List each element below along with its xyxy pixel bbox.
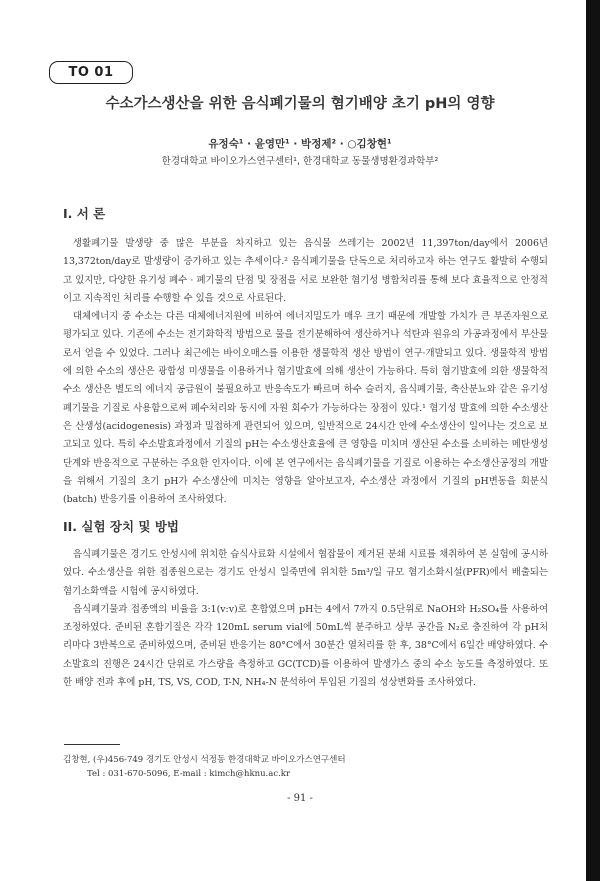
scan-edge bbox=[586, 0, 600, 881]
paper-title: 수소가스생산을 위한 음식폐기물의 혐기배양 초기 pH의 영향 bbox=[105, 96, 495, 112]
section-heading-introduction: I. 서 론 bbox=[63, 206, 106, 221]
affiliation: 한경대학교 바이오가스연구센터¹, 한경대학교 동물생명환경과학부² bbox=[161, 156, 439, 167]
paragraph: 음식폐기물은 경기도 안성시에 위치한 습식사료화 시설에서 협잡물이 제거된 분쇄 시료를 채취하여 본 실험에 공시하였다. 수소생산을 위한 접종원으로는 경기도 안성시 일죽면에 위치한 5m³/일 규모 혐기소화시설(PFR)에서 배출되는 혐기소화액을 시험에 공시하였다. bbox=[63, 549, 548, 597]
paragraph: 대체에너지 중 수소는 다른 대체에너지원에 비하여 에너지밀도가 매우 크기 때문에 개발할 가치가 큰 부존자원으로 평가되고 있다. 기존에 수소는 전기화학적 방법으로 물을 전기분해하여 생산하거나 석탄과 원유의 가공과정에서 부산물로서 얻을 수 있었다. 그러나 최근에는 바이오매스를 이용한 생물학적 생산 방법이 연구·개발되고 있다. 생물학적 방법에 의한 수소의 생산은 광합성 미생물을 이용하거나 혐기발효에 의해 생산이 가능하다. 특히 혐기발효에 의한 생물학적 수소 생산은 별도의 에너지 공급원이 불필요하고 반응속도가 빠르며 하수 슬러지, 음식폐기물, 축산분뇨와 같은 유기성 폐기물을 기질로 사용함으로써 폐수처리와 동시에 자원 회수가 가능하다는 장점이 있다.¹ 혐기성 발효에 의한 수소생산은 산생성(acidogenesis) 과정과 밀접하게 관련되어 있으며, 일반적으로 24시간 안에 수소생산이 일어나는 것으로 보고되고 있다. 특히 수소발효과정에서 기질의 pH는 수소생산효율에 큰 영향을 미치며 생산된 수소를 소비하는 메탄생성단계와 반응적으로 구분하는 주요한 인자이다. 이에 본 연구에서는 음식폐기물을 기질로 이용하는 수소생산공정의 개발을 위해서 기질의 초기 pH가 수소생산에 미치는 영향을 알아보고자, 수소생산 과정에서 기질의 pH변동을 회분식(batch) 반응기를 이용하여 조사하였다. bbox=[63, 311, 548, 506]
footnote-address: 김창현, (우)456-749 경기도 안성시 석정동 한경대학교 바이오가스연구센터 bbox=[63, 755, 346, 765]
footnote-divider bbox=[64, 744, 120, 745]
paragraph: 음식폐기물과 접종액의 비율을 3:1(v:v)로 혼합였으며 pH는 4에서 7까지 0.5단위로 NaOH와 H₂SO₄를 사용하여 조정하였다. 준비된 혼합기질은 각각 120mL serum vial에 50mL씩 분주하고 상부 공간을 N₂로 충진하여 각 pH처리마다 3반복으로 준비하였으며, 준비된 반응기는 80°C에서 30분간 열처리를 한 후, 38°C에서 6일간 배양하였다. 수소발효의 진행은 24시간 단위로 가스량을 측정하고 GC(TCD)를 이용하여 발생가스 중의 수소 농도를 측정하였다. 또한 배양 전과 후에 pH, TS, VS, COD, T-N, NH₄-N 분석하여 투입된 기질의 성상변화를 조사하였다. bbox=[63, 603, 548, 689]
footnote-contact: Tel : 031-670-5096, E-mail : kimch@hknu.ac.kr bbox=[87, 769, 291, 779]
section-heading-methods: II. 실험 장치 및 방법 bbox=[63, 519, 179, 534]
session-tag: TO 01 bbox=[49, 61, 133, 84]
introduction-body bbox=[63, 235, 548, 509]
author-list: 유정숙¹ · 윤영만¹ · 박정제² · ○김창현¹ bbox=[208, 138, 392, 150]
page-number: - 91 - bbox=[287, 793, 313, 804]
paragraph: 생활폐기물 발생량 중 많은 부분을 차지하고 있는 음식물 쓰레기는 2002년 11,397ton/day에서 2006년 13,372ton/day로 발생량이 증가하고 있는 추세이다.² 음식폐기물을 단독으로 처리하고자 하는 연구도 활발히 수행되고 있지만, 다양한 유기성 폐수 · 폐기물의 단점 및 장점을 서로 보완한 혐기성 병합처리를 통해 보다 효율적으로 안정적이고 지속적인 처리를 수행할 수 있을 것으로 사료된다. bbox=[63, 238, 548, 304]
methods-body bbox=[63, 546, 548, 692]
